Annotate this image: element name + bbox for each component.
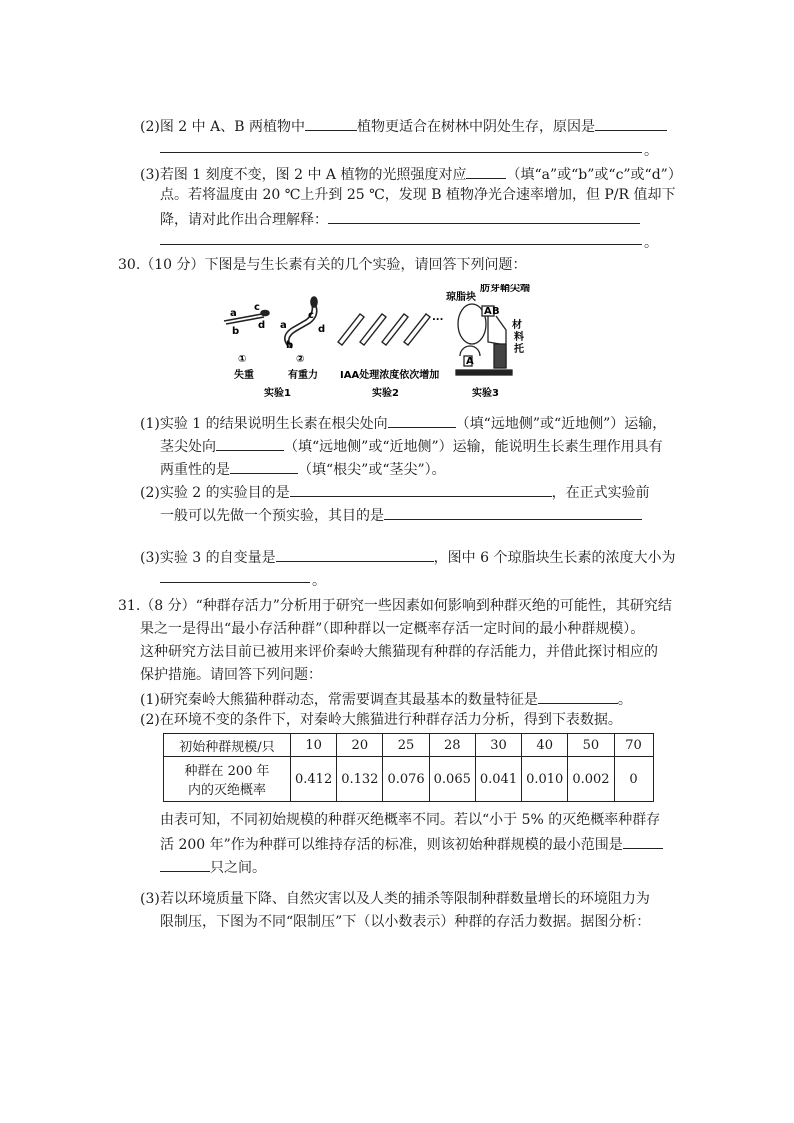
q31-p3-line1: (3)若以环境质量下降、自然灾害以及人类的捕杀等限制种群数量增长的环境阻力为	[140, 891, 650, 907]
table-cell: 40	[522, 734, 568, 757]
answer-blank[interactable]	[384, 504, 642, 520]
answer-blank[interactable]	[538, 688, 618, 704]
survival-table	[163, 733, 654, 802]
q31-p3-line2: 限制压，下图为不同“限制压”下（以小数表示）种群的存活力数据。据图分析：	[160, 914, 651, 930]
exp2-stems	[338, 314, 430, 345]
answer-line[interactable]	[160, 244, 642, 245]
q29-p2-line1: (2)图 2 中 A、B 两植物中 植物更适合在树林中阴处生存，原因是	[140, 115, 667, 137]
period-mark: 。	[644, 235, 658, 251]
label-material3: 托	[514, 344, 524, 355]
q30-p1-line3: 两重性的是 （填“根尖”或“茎尖”）。	[160, 458, 446, 480]
period-mark: 。	[644, 143, 658, 159]
q30-p2-line2: 一般可以先做一个预实验，其目的是	[160, 504, 642, 526]
q31-after-line1: 由表可知，不同初始规模的种群灭绝概率不同。若以“小于 5% 的灭绝概率种群存	[160, 812, 661, 828]
label-coleoptile-tip: 肪芽鞘尖端	[480, 284, 530, 294]
table-cell: 30	[475, 734, 521, 757]
table-cell: 28	[429, 734, 475, 757]
q31-line1: 31.（8 分）“种群存活力”分析用于研究一些因素如何影响到种群灭绝的可能性，其研究结	[118, 598, 672, 614]
q31-line3: 这种研究方法目前已被用来评价秦岭大熊猫现有种群的存活能力，并借此探讨相应的	[140, 644, 658, 660]
table-cell: 0.065	[429, 757, 475, 802]
q31-line2: 果之一是得出“最小存活种群”（即种群以一定概率存活一定时间的最小种群规模）。	[140, 621, 645, 637]
q31-p1: (1)研究秦岭大熊猫种群动态，常需要调查其最基本的数量特征是 。	[140, 688, 632, 710]
table-cell: 25	[383, 734, 429, 757]
q30-p1-line1: (1)实验 1 的结果说明生长素在根尖处向 （填“远地侧”或“近地侧”）运输，	[140, 412, 666, 434]
label-cond2: 有重力	[288, 370, 318, 381]
table-header-cell: 种群在 200 年 内的灭绝概率	[164, 757, 291, 802]
table-cell: 0.076	[383, 757, 429, 802]
label-b: b	[232, 326, 240, 337]
answer-blank[interactable]	[230, 458, 298, 474]
q30-experiment-figure	[210, 284, 530, 402]
label-A2: A	[466, 356, 474, 367]
answer-blank[interactable]	[276, 546, 434, 562]
label-cond1: 失重	[234, 370, 254, 381]
label-exp1: 实验1	[264, 388, 291, 399]
answer-blank[interactable]	[466, 163, 506, 179]
q29-p3-line2: 点。若将温度由 20 ℃上升到 25 ℃，发现 B 植物净光合速率增加，但 P/R 值却下	[160, 187, 676, 203]
answer-line[interactable]	[160, 152, 642, 153]
label-material2: 料	[514, 332, 524, 343]
q30-p3-line1: (3)实验 3 的自变量是 ，图中 6 个琼脂块生长素的浓度大小为	[140, 546, 675, 568]
table-row	[164, 734, 654, 757]
answer-blank[interactable]	[328, 208, 640, 224]
answer-blank[interactable]	[305, 115, 357, 131]
label-A: A	[484, 306, 492, 317]
answer-blank[interactable]	[623, 833, 663, 849]
table-cell: 20	[337, 734, 383, 757]
q31-line4: 保护措施。请回答下列问题：	[140, 667, 322, 683]
q30-p1-line2: 茎尖处向 （填“远地侧”或“近地侧”）运输，能说明生长素生理作用具有	[160, 435, 663, 457]
q31-after-line3: 只之间。	[160, 856, 266, 878]
q31-after-line2: 活 200 年”作为种群可以维持存活的标准，则该初始种群规模的最小范围是	[160, 833, 663, 855]
label-agar-block: 琼脂块	[446, 292, 476, 303]
table-cell: 70	[614, 734, 653, 757]
q30-p2-line1: (2)实验 2 的实验目的是 ，在正式实验前	[140, 481, 650, 503]
answer-blank[interactable]	[388, 412, 456, 428]
q29-p3-line3: 降，请对此作出合理解释：	[160, 208, 640, 230]
label-c: c	[254, 302, 260, 313]
label-a2: a	[280, 320, 287, 331]
table-cell: 0.010	[522, 757, 568, 802]
label-exp2: 实验2	[372, 388, 399, 399]
answer-blank[interactable]	[216, 435, 284, 451]
label-a: a	[230, 308, 237, 319]
q30-header: 30.（10 分）下图是与生长素有关的几个实验，请回答下列问题：	[118, 257, 527, 273]
table-cell: 0.132	[337, 757, 383, 802]
q29-p3-line1: (3)若图 1 刻度不变，图 2 中 A 植物的光照强度对应 （填“a”或“b”或“c”或“d”）	[140, 163, 682, 185]
label-exp2-caption: IAA处理浓度依次增加	[340, 370, 440, 381]
table-header-cell: 初始种群规模/只	[164, 734, 291, 757]
label-b2: b	[286, 340, 294, 351]
answer-blank[interactable]	[160, 856, 210, 872]
label-material: 材	[512, 320, 522, 331]
answer-blank[interactable]	[595, 115, 667, 131]
table-cell: 0.412	[291, 757, 337, 802]
label-ellipsis: ...	[432, 312, 444, 323]
label-n1: ①	[238, 354, 247, 365]
table-cell: 0	[614, 757, 653, 802]
label-B: B	[492, 306, 500, 317]
table-cell: 0.002	[568, 757, 614, 802]
answer-line[interactable]	[160, 582, 310, 583]
table-cell: 0.041	[475, 757, 521, 802]
label-exp3: 实验3	[472, 388, 499, 399]
label-d: d	[258, 320, 266, 331]
q29-p2-num: (2)	[140, 119, 160, 135]
label-c2: c	[308, 310, 314, 321]
table-row	[164, 757, 654, 802]
period-mark: 。	[312, 573, 326, 589]
table-cell: 10	[291, 734, 337, 757]
label-d2: d	[318, 324, 326, 335]
table-cell: 50	[568, 734, 614, 757]
answer-blank[interactable]	[290, 481, 552, 497]
q31-p2: (2)在环境不变的条件下，对秦岭大熊猫进行种群存活力分析，得到下表数据。	[140, 712, 622, 728]
label-n2: ②	[296, 354, 305, 365]
